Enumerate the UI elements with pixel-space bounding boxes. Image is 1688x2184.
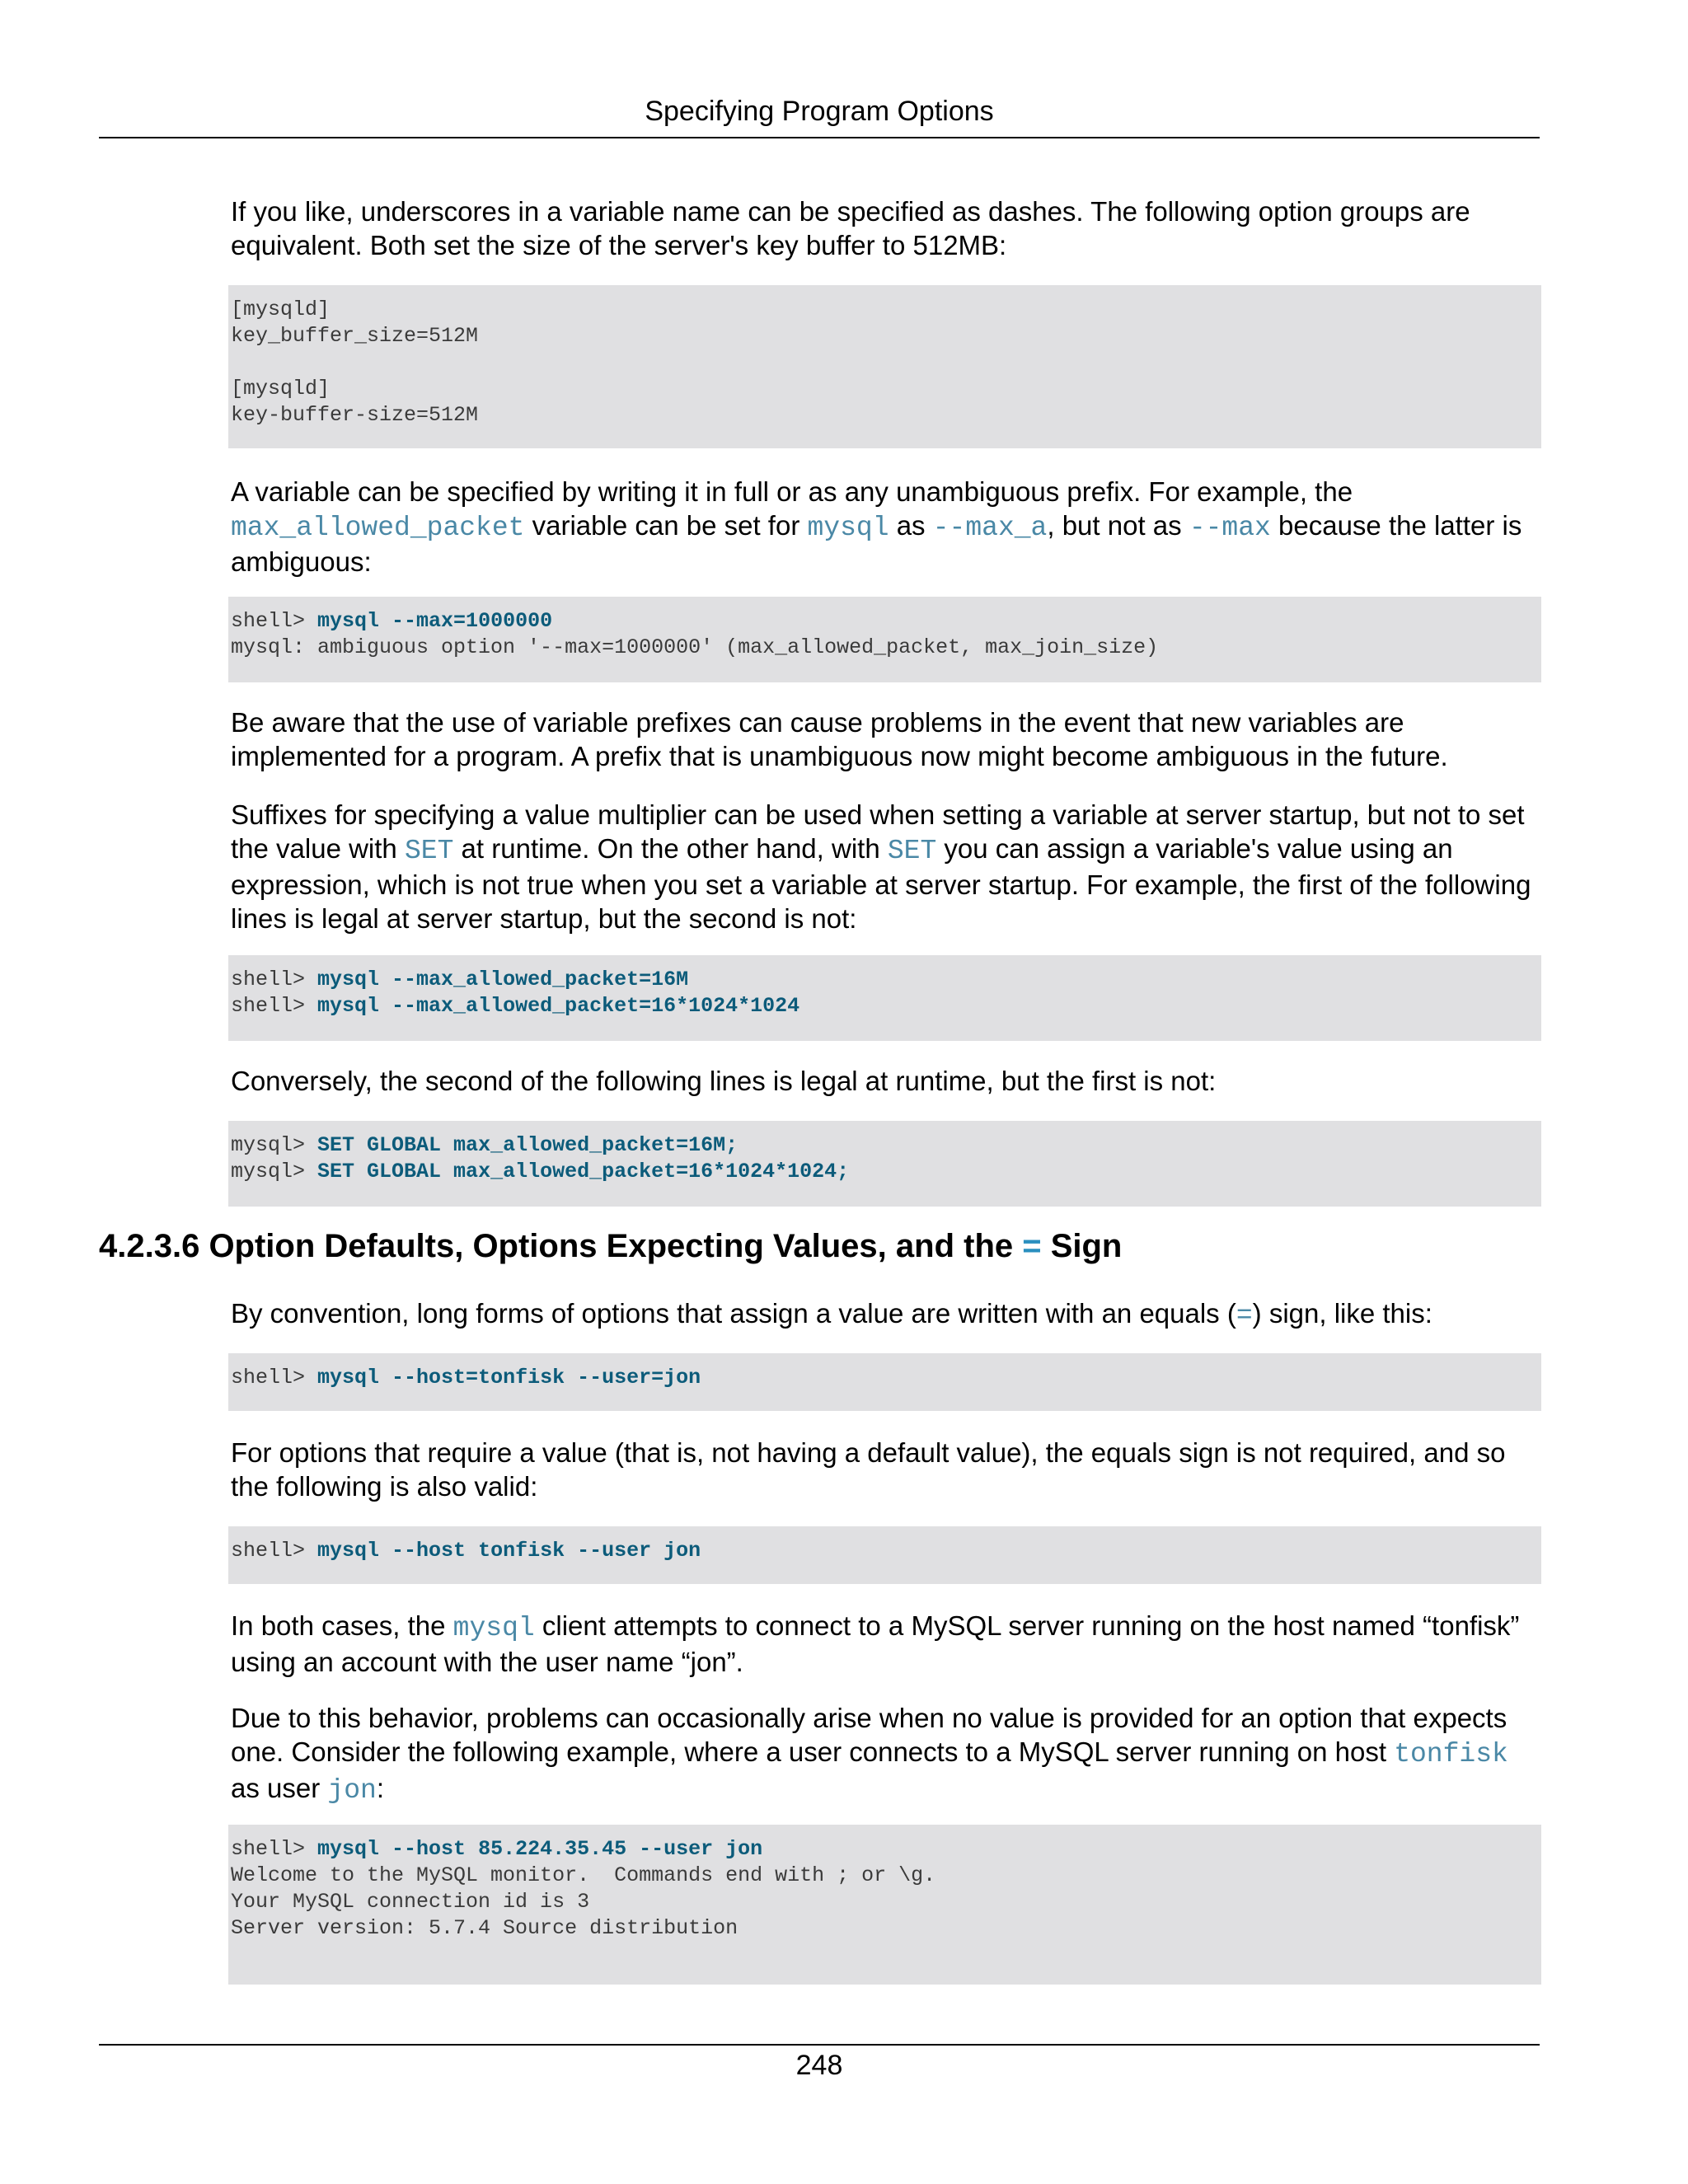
- footer-rule: [99, 2044, 1540, 2046]
- code-command: SET GLOBAL max_allowed_packet=16*1024*1024;: [317, 1160, 850, 1183]
- code-command: mysql --host 85.224.35.45 --user jon: [317, 1837, 763, 1861]
- inline-code-equals: =: [1236, 1301, 1253, 1331]
- code-command: mysql --host=tonfisk --user=jon: [317, 1366, 701, 1390]
- paragraph-convention: By convention, long forms of options that assign a value are written with an equals (=) sign, like this:: [231, 1298, 1432, 1331]
- code-prompt: shell>: [231, 1539, 318, 1563]
- code-line: key-buffer-size=512M: [231, 403, 479, 427]
- code-prompt: shell>: [231, 994, 318, 1018]
- inline-code-mysql: mysql: [807, 513, 889, 543]
- code-command: SET GLOBAL max_allowed_packet=16M;: [317, 1133, 738, 1157]
- paragraph-value-required: For options that require a value (that is, not having a default value), the equals sign is not required, and so the following is also valid:: [231, 1437, 1506, 1502]
- code-prompt: shell>: [231, 1837, 318, 1861]
- code-block-runtime-set: [228, 1121, 1541, 1207]
- code-block-ambiguous-option: [228, 597, 1541, 682]
- inline-code-max-a: --max_a: [932, 513, 1048, 543]
- code-output: mysql: ambiguous option '--max=1000000' (max_allowed_packet, max_join_size): [231, 635, 1159, 659]
- inline-code-max: --max: [1189, 513, 1271, 543]
- code-prompt: shell>: [231, 1366, 318, 1390]
- inline-code-set: SET: [404, 836, 454, 866]
- code-prompt: shell>: [231, 609, 318, 633]
- code-prompt: shell>: [231, 968, 318, 991]
- paragraph-behavior: Due to this behavior, problems can occasionally arise when no value is provided for an option that expects one. Consider the following example, where a user connects to a MySQL server running on host tonfisk as user jon:: [231, 1703, 1508, 1806]
- code-output: Welcome to the MySQL monitor. Commands end with ; or \g.: [231, 1863, 936, 1887]
- code-command: mysql --max_allowed_packet=16M: [317, 968, 689, 991]
- inline-code-max-allowed-packet: max_allowed_packet: [231, 513, 525, 543]
- section-heading: 4.2.3.6 Option Defaults, Options Expecting Values, and the = Sign: [99, 1228, 1123, 1264]
- code-block-space-form: [228, 1526, 1541, 1584]
- code-command: mysql --max_allowed_packet=16*1024*1024: [317, 994, 800, 1018]
- code-block-startup-options: [228, 955, 1541, 1041]
- code-block-connect-example: [228, 1825, 1541, 1985]
- inline-code-jon: jon: [327, 1775, 377, 1806]
- code-block-equals-form: [228, 1353, 1541, 1411]
- code-command: mysql --max=1000000: [317, 609, 553, 633]
- paragraph-underscores: If you like, underscores in a variable name can be specified as dashes. The following option groups are equivalent. Both set the size of the server's key buffer to 512MB:: [231, 196, 1470, 260]
- code-block-option-groups: [228, 285, 1541, 448]
- inline-code-set: SET: [887, 836, 937, 866]
- header-rule: [99, 137, 1540, 138]
- inline-code-tonfisk: tonfisk: [1394, 1739, 1508, 1769]
- code-line: key_buffer_size=512M: [231, 324, 479, 348]
- page-number: 248: [795, 2050, 843, 2081]
- paragraph-conversely: Conversely, the second of the following lines is legal at runtime, but the first is not:: [231, 1066, 1217, 1096]
- paragraph-both-cases: In both cases, the mysql client attempts to connect to a MySQL server running on the host named “tonfisk” using an account with the user name “jon”.: [231, 1610, 1520, 1677]
- code-output: Server version: 5.7.4 Source distribution: [231, 1916, 738, 1940]
- running-header: Specifying Program Options: [645, 96, 994, 127]
- code-prompt: mysql>: [231, 1133, 318, 1157]
- paragraph-variable-prefix: A variable can be specified by writing it in full or as any unambiguous prefix. For example, the max_allowed_packet variable can be set for mysql as --max_a, but not as --max because the latter is ambiguous:: [231, 476, 1522, 577]
- code-line: [mysqld]: [231, 298, 331, 321]
- inline-code-mysql: mysql: [452, 1613, 535, 1643]
- heading-equals-sign: =: [1022, 1228, 1042, 1264]
- paragraph-suffixes: Suffixes for specifying a value multiplier can be used when setting a variable at server startup, but not to set the value with SET at runtime. On the other hand, with SET you can assign a variable's value using an expression, which is not true when you set a variable at server startup. For example, the first of the following lines is legal at server startup, but the second is not:: [231, 799, 1531, 934]
- code-line: [mysqld]: [231, 377, 331, 401]
- paragraph-prefix-warning: Be aware that the use of variable prefixes can cause problems in the event that new variables are implemented for a program. A prefix that is unambiguous now might become ambiguous in the future.: [231, 707, 1448, 771]
- code-prompt: mysql>: [231, 1160, 318, 1183]
- code-command: mysql --host tonfisk --user jon: [317, 1539, 701, 1563]
- code-output: Your MySQL connection id is 3: [231, 1890, 590, 1914]
